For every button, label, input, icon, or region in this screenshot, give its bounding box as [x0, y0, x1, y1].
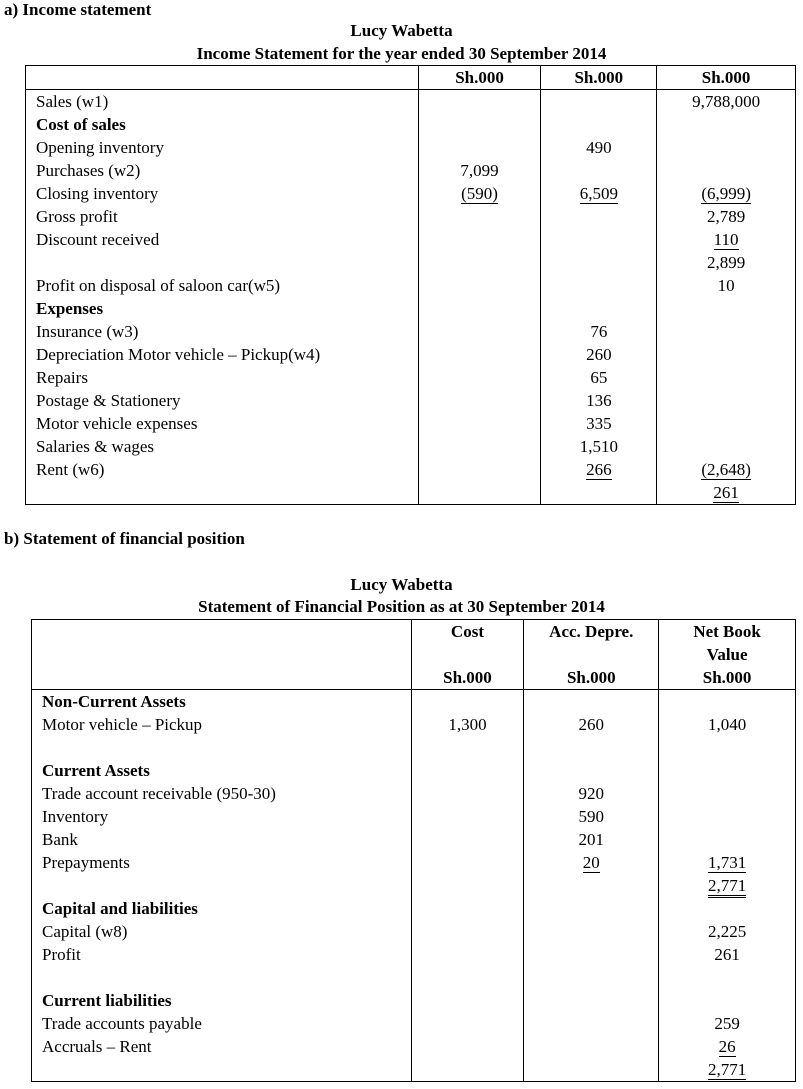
- financial-position-row: [32, 874, 796, 897]
- financial-position-row: [32, 851, 796, 874]
- amount-value: 76: [590, 322, 608, 341]
- amount-value: 9,788,000: [692, 92, 761, 111]
- amount-value: 266: [586, 460, 612, 479]
- amount-cell: [541, 297, 657, 320]
- amount-cell: [659, 828, 796, 851]
- amount-cell: [657, 389, 796, 412]
- amount-cell: [657, 366, 796, 389]
- amount-cell: [541, 366, 657, 389]
- column-header-acc-depre: [524, 620, 659, 690]
- line-item-label: Current Assets: [32, 759, 412, 782]
- amount-cell: [541, 343, 657, 366]
- line-item-label: Insurance (w3): [26, 320, 419, 343]
- line-item-label: Inventory: [32, 805, 412, 828]
- amount-cell: [411, 713, 524, 736]
- amount-cell: [657, 251, 796, 274]
- amount-cell: [659, 920, 796, 943]
- income-statement-row: [26, 412, 796, 435]
- amount-value: (590): [461, 184, 498, 203]
- header-blank-cell: [26, 66, 419, 90]
- amount-cell: [659, 782, 796, 805]
- amount-cell: [657, 458, 796, 481]
- header-line: Sh.000: [566, 668, 616, 687]
- amount-cell: [657, 274, 796, 297]
- amount-value: 136: [586, 391, 612, 410]
- line-item-label: Salaries & wages: [26, 435, 419, 458]
- section-b-heading: b) Statement of financial position: [4, 529, 245, 548]
- amount-cell: [418, 366, 541, 389]
- amount-cell: [418, 481, 541, 505]
- amount-value: 590: [578, 807, 605, 826]
- amount-value: 7,099: [460, 161, 499, 180]
- income-statement-row: [26, 159, 796, 182]
- line-item-label: Bank: [32, 828, 412, 851]
- line-item-label: Current liabilities: [32, 989, 412, 1012]
- financial-position-row: [32, 943, 796, 966]
- amount-cell: [418, 136, 541, 159]
- header-line: [412, 643, 524, 666]
- amount-value: 1,510: [579, 437, 618, 456]
- amount-cell: [418, 343, 541, 366]
- line-item-label: Accruals – Rent: [32, 1035, 412, 1058]
- income-statement-header-row: [26, 66, 796, 90]
- amount-value: 1,731: [707, 853, 747, 872]
- amount-cell: [657, 228, 796, 251]
- amount-cell: [524, 805, 659, 828]
- amount-cell: [659, 1035, 796, 1058]
- amount-cell: [411, 759, 524, 782]
- line-item-label: Trade accounts payable: [32, 1012, 412, 1035]
- line-item-label: Depreciation Motor vehicle – Pickup(w4): [26, 343, 419, 366]
- amount-cell: [657, 435, 796, 458]
- income-statement-row: [26, 113, 796, 136]
- amount-cell: [541, 274, 657, 297]
- amount-cell: [659, 713, 796, 736]
- amount-cell: [657, 136, 796, 159]
- amount-cell: [418, 435, 541, 458]
- line-item-label: Motor vehicle – Pickup: [32, 713, 412, 736]
- financial-position-business-name: Lucy Wabetta: [350, 575, 453, 594]
- amount-cell: [411, 1035, 524, 1058]
- amount-cell: [418, 274, 541, 297]
- amount-cell: [657, 412, 796, 435]
- section-a-heading: a) Income statement: [4, 0, 152, 19]
- amount-cell: [541, 159, 657, 182]
- amount-value: 2,899: [706, 253, 746, 272]
- amount-cell: [657, 297, 796, 320]
- amount-value: 261: [714, 945, 740, 964]
- amount-cell: [411, 897, 524, 920]
- amount-value: 26: [718, 1037, 736, 1056]
- amount-value: 920: [578, 784, 605, 803]
- line-item-label: Sales (w1): [26, 90, 419, 114]
- financial-position-row: [32, 989, 796, 1012]
- header-line: Value: [706, 645, 748, 664]
- income-statement-row: [26, 320, 796, 343]
- amount-cell: [524, 989, 659, 1012]
- amount-cell: [524, 851, 659, 874]
- amount-value: 259: [714, 1014, 740, 1033]
- income-statement-row: [26, 182, 796, 205]
- amount-value: 2,225: [707, 922, 747, 941]
- amount-cell: [657, 113, 796, 136]
- header-line: Cost: [450, 622, 484, 641]
- header-blank-cell: [32, 620, 412, 690]
- financial-position-row: [32, 1012, 796, 1035]
- amount-value: 2,789: [706, 207, 746, 226]
- amount-cell: [418, 320, 541, 343]
- line-item-label: [32, 874, 412, 897]
- line-item-label: [26, 481, 419, 505]
- amount-cell: [411, 690, 524, 714]
- amount-cell: [418, 90, 541, 114]
- header-line: Sh.000: [443, 668, 492, 687]
- amount-cell: [541, 113, 657, 136]
- amount-cell: [541, 136, 657, 159]
- amount-cell: [657, 205, 796, 228]
- amount-cell: [524, 1058, 659, 1082]
- amount-cell: [524, 828, 659, 851]
- amount-value: 65: [590, 368, 608, 387]
- amount-cell: [411, 805, 524, 828]
- income-statement-row: [26, 481, 796, 505]
- amount-cell: [659, 874, 796, 897]
- income-statement-row: [26, 136, 796, 159]
- line-item-label: [32, 736, 412, 759]
- income-statement-business-name: Lucy Wabetta: [350, 21, 453, 40]
- amount-cell: [659, 989, 796, 1012]
- income-statement-row: [26, 458, 796, 481]
- income-statement-title: Income Statement for the year ended 30 September 2014: [196, 44, 607, 63]
- income-statement-row: [26, 90, 796, 114]
- income-statement-row: [26, 228, 796, 251]
- line-item-label: Profit on disposal of saloon car(w5): [26, 274, 419, 297]
- header-line: Sh.000: [702, 668, 752, 687]
- amount-cell: [541, 458, 657, 481]
- amount-cell: [659, 897, 796, 920]
- amount-value: 110: [713, 230, 739, 249]
- amount-cell: [418, 251, 541, 274]
- financial-position-row: [32, 805, 796, 828]
- amount-cell: [541, 412, 657, 435]
- column-header-net-book-value: [659, 620, 796, 690]
- line-item-label: Repairs: [26, 366, 419, 389]
- financial-position-row: [32, 736, 796, 759]
- amount-value: 490: [586, 138, 612, 157]
- column-header: Sh.000: [657, 66, 796, 90]
- financial-position-row: [32, 759, 796, 782]
- line-item-label: Closing inventory: [26, 182, 419, 205]
- amount-cell: [418, 113, 541, 136]
- amount-cell: [418, 458, 541, 481]
- amount-cell: [659, 1058, 796, 1082]
- financial-position-row: [32, 1035, 796, 1058]
- income-statement-row: [26, 435, 796, 458]
- header-line: Net Book: [693, 622, 761, 641]
- amount-cell: [524, 782, 659, 805]
- amount-cell: [657, 343, 796, 366]
- amount-cell: [524, 943, 659, 966]
- amount-value: 260: [586, 345, 612, 364]
- amount-cell: [541, 389, 657, 412]
- amount-cell: [418, 159, 541, 182]
- income-statement-table: [25, 65, 796, 505]
- amount-cell: [411, 736, 524, 759]
- line-item-label: [32, 1058, 412, 1082]
- amount-value: 10: [717, 276, 735, 295]
- line-item-label: Prepayments: [32, 851, 412, 874]
- financial-position-row: [32, 782, 796, 805]
- amount-value: 260: [578, 715, 605, 734]
- income-statement-row: [26, 274, 796, 297]
- line-item-label: Profit: [32, 943, 412, 966]
- amount-cell: [411, 1012, 524, 1035]
- amount-value: (2,648): [701, 460, 751, 479]
- amount-value: 6,509: [579, 184, 618, 203]
- line-item-label: Trade account receivable (950-30): [32, 782, 412, 805]
- amount-cell: [541, 320, 657, 343]
- line-item-label: Capital and liabilities: [32, 897, 412, 920]
- amount-cell: [411, 943, 524, 966]
- amount-cell: [418, 205, 541, 228]
- amount-value: 1,040: [707, 715, 747, 734]
- financial-position-row: [32, 690, 796, 714]
- amount-cell: [524, 1035, 659, 1058]
- amount-cell: [657, 90, 796, 114]
- amount-cell: [541, 182, 657, 205]
- amount-cell: [411, 989, 524, 1012]
- amount-cell: [657, 159, 796, 182]
- amount-cell: [418, 228, 541, 251]
- income-statement-row: [26, 343, 796, 366]
- financial-position-row: [32, 897, 796, 920]
- amount-cell: [411, 851, 524, 874]
- amount-cell: [418, 412, 541, 435]
- line-item-label: Gross profit: [26, 205, 419, 228]
- amount-cell: [524, 1012, 659, 1035]
- amount-cell: [524, 736, 659, 759]
- financial-position-row: [32, 966, 796, 989]
- financial-position-header-row: [32, 620, 796, 690]
- financial-position-row: [32, 920, 796, 943]
- column-header-cost: [411, 620, 524, 690]
- amount-cell: [524, 966, 659, 989]
- amount-value: 20: [582, 853, 600, 872]
- column-header: Sh.000: [418, 66, 541, 90]
- amount-cell: [657, 182, 796, 205]
- line-item-label: Cost of sales: [26, 113, 419, 136]
- financial-position-row: [32, 1058, 796, 1082]
- amount-value: 2,771: [708, 876, 746, 898]
- line-item-label: Non-Current Assets: [32, 690, 412, 714]
- amount-cell: [418, 389, 541, 412]
- amount-value: 2,771: [708, 1060, 746, 1082]
- financial-position-title: Statement of Financial Position as at 30 September 2014: [198, 597, 605, 616]
- line-item-label: [26, 251, 419, 274]
- financial-position-row: [32, 828, 796, 851]
- income-statement-row: [26, 251, 796, 274]
- amount-cell: [411, 920, 524, 943]
- amount-cell: [659, 966, 796, 989]
- amount-value: 1,300: [448, 715, 487, 734]
- header-line: [524, 643, 658, 666]
- line-item-label: [32, 966, 412, 989]
- amount-value: (6,999): [701, 184, 751, 203]
- line-item-label: Discount received: [26, 228, 419, 251]
- line-item-label: Rent (w6): [26, 458, 419, 481]
- financial-position-table: [31, 619, 796, 1082]
- amount-cell: [411, 1058, 524, 1082]
- amount-cell: [418, 297, 541, 320]
- column-header: Sh.000: [541, 66, 657, 90]
- amount-cell: [541, 481, 657, 505]
- amount-cell: [524, 897, 659, 920]
- amount-cell: [659, 736, 796, 759]
- amount-cell: [524, 690, 659, 714]
- income-statement-row: [26, 205, 796, 228]
- amount-cell: [541, 435, 657, 458]
- amount-cell: [541, 228, 657, 251]
- amount-cell: [524, 713, 659, 736]
- line-item-label: Purchases (w2): [26, 159, 419, 182]
- financial-position-row: [32, 713, 796, 736]
- line-item-label: Opening inventory: [26, 136, 419, 159]
- line-item-label: Capital (w8): [32, 920, 412, 943]
- amount-cell: [659, 690, 796, 714]
- amount-cell: [541, 251, 657, 274]
- amount-cell: [411, 828, 524, 851]
- amount-value: 335: [586, 414, 612, 433]
- line-item-label: Motor vehicle expenses: [26, 412, 419, 435]
- amount-cell: [659, 1012, 796, 1035]
- amount-cell: [659, 805, 796, 828]
- amount-value: 261: [713, 483, 739, 505]
- line-item-label: Postage & Stationery: [26, 389, 419, 412]
- amount-cell: [411, 966, 524, 989]
- amount-cell: [524, 759, 659, 782]
- amount-cell: [411, 782, 524, 805]
- line-item-label: Expenses: [26, 297, 419, 320]
- amount-cell: [418, 182, 541, 205]
- amount-cell: [411, 874, 524, 897]
- amount-cell: [659, 851, 796, 874]
- amount-value: 201: [578, 830, 605, 849]
- amount-cell: [524, 874, 659, 897]
- amount-cell: [657, 481, 796, 505]
- header-line: Acc. Depre.: [549, 622, 634, 641]
- income-statement-row: [26, 389, 796, 412]
- income-statement-row: [26, 297, 796, 320]
- income-statement-row: [26, 366, 796, 389]
- amount-cell: [659, 943, 796, 966]
- amount-cell: [541, 205, 657, 228]
- amount-cell: [524, 920, 659, 943]
- amount-cell: [657, 320, 796, 343]
- amount-cell: [659, 759, 796, 782]
- amount-cell: [541, 90, 657, 114]
